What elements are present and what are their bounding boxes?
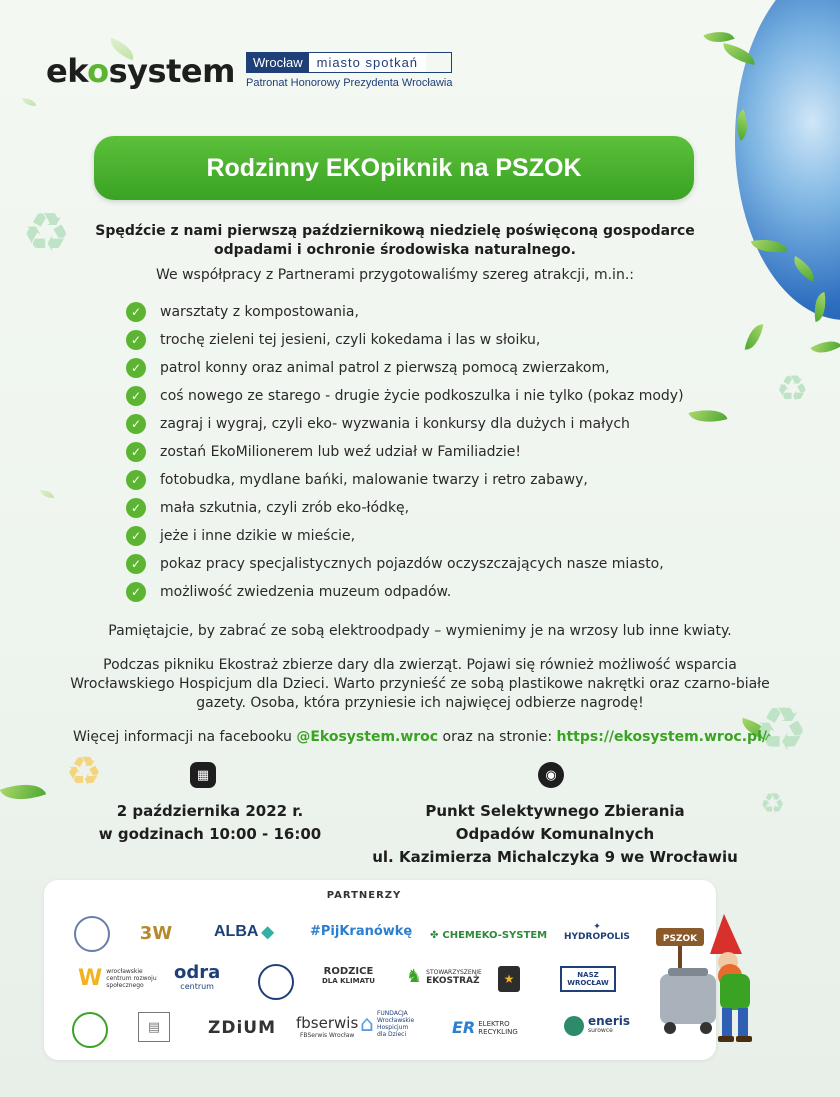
check-icon: ✓ xyxy=(126,442,146,462)
list-item: ✓ warsztaty z kompostowania, xyxy=(126,298,716,326)
list-item: ✓ trochę zieleni tej jesieni, czyli kokedama i las w słoiku, xyxy=(126,326,716,354)
partner-horse-logo xyxy=(258,964,294,1000)
event-date: 2 października 2022 r. w godzinach 10:00 - 16:00 xyxy=(98,802,322,843)
check-icon: ✓ xyxy=(126,470,146,490)
partner-elektro-logo: ER ELEKTRO RECYKLING xyxy=(452,1018,518,1037)
globe-decoration xyxy=(735,0,840,320)
attractions-list xyxy=(126,298,716,606)
list-item: ✓ fotobudka, mydlane bańki, malowanie twarzy i retro zabawy, xyxy=(126,466,716,494)
wroclaw-city: Wrocław xyxy=(247,53,309,72)
partner-fbserwis-logo: fbserwis FBSerwis Wrocław xyxy=(296,1014,359,1039)
check-icon: ✓ xyxy=(126,302,146,322)
check-icon: ✓ xyxy=(126,526,146,546)
more-info: Więcej informacji na facebooku @Ekosystem.wroc oraz na stronie: https://ekosystem.wroc.pl/ xyxy=(73,729,767,745)
patronage-text: Patronat Honorowy Prezydenta Wrocławia xyxy=(246,77,453,89)
list-item: ✓ zagraj i wygraj, czyli eko- wyzwania i konkursy dla dużych i małych xyxy=(126,410,716,438)
charity-paragraph: Podczas pikniku Ekostraż zbierze dary dla zwierząt. Pojawi się również możliwość wsparcia Wrocławskiego Hospicjum dla Dzieci. Warto przynieść ze sobą plastikowe nakrętki oraz czarno-białe gazety. Osoba, która przyniesie ich najwięcej odbierze nagrodę! xyxy=(70,657,770,711)
ekosystem-logo: ekosystem xyxy=(46,52,235,90)
website-link[interactable]: https://ekosystem.wroc.pl/ xyxy=(556,729,767,745)
list-item: ✓ jeże i inne dzikie w mieście, xyxy=(126,522,716,550)
recycle-icon: ♻ xyxy=(754,695,808,765)
partner-seal-logo xyxy=(74,916,110,952)
partner-eneris-logo: eneris surowce xyxy=(564,1016,630,1036)
list-item: ✓ zostań EkoMilionerem lub weź udział w Familiadzie! xyxy=(126,438,716,466)
partner-odra-logo: odra centrum xyxy=(174,962,221,991)
partner-alba-logo: ALBA ◆ xyxy=(214,923,274,941)
pszok-sign: PSZOK xyxy=(662,934,698,944)
partner-rodzice-logo: RODZICE DLA KLIMATU xyxy=(322,966,375,985)
partner-3w-logo: 3W xyxy=(139,922,173,944)
list-item: ✓ pokaz pracy specjalistycznych pojazdów oczyszczających nasze miasto, xyxy=(126,550,716,578)
intro-normal: We współpracy z Partnerami przygotowaliśmy szereg atrakcji, m.in.: xyxy=(156,267,634,283)
recycle-icon: ♻ xyxy=(760,787,786,820)
leaf-decoration xyxy=(40,490,54,498)
calendar-icon: ▦ xyxy=(190,762,216,788)
electro-paragraph: Pamiętajcie, by zabrać ze sobą elektroodpady – wymienimy je na wrzosy lub inne kwiaty. xyxy=(108,623,732,639)
check-icon: ✓ xyxy=(126,498,146,518)
check-icon: ✓ xyxy=(126,330,146,350)
list-item: ✓ coś nowego ze starego - drugie życie podkoszulka i nie tylko (pokaz mody) xyxy=(126,382,716,410)
recycle-icon: ♻ xyxy=(776,369,809,410)
list-item: ✓ patrol konny oraz animal patrol z pierwszą pomocą zwierzakom, xyxy=(126,354,716,382)
wroclaw-slogan: miasto spotkań xyxy=(309,53,426,72)
partner-zdium-logo: ZDiUM xyxy=(208,1018,276,1038)
partner-pij-logo: #PijKranówkę xyxy=(310,924,413,939)
partner-chemeko-logo: ✤ CHEMEKO-SYSTEM xyxy=(430,930,548,941)
recycle-icon: ♻ xyxy=(66,749,102,795)
partner-hospicjum-logo: ⌂ FUNDACJA Wrocławskie Hospicjum dla Dzieci xyxy=(360,1010,415,1038)
partner-green-seal-logo xyxy=(72,1012,108,1048)
leaf-decoration xyxy=(22,98,36,106)
location-pin-icon: ◉ xyxy=(538,762,564,788)
list-item: ✓ możliwość zwiedzenia muzeum odpadów. xyxy=(126,578,716,606)
partner-map-logo: ▤ xyxy=(138,1012,170,1042)
list-item: ✓ mała szkutnia, czyli zrób eko-łódkę, xyxy=(126,494,716,522)
wroclaw-logo xyxy=(246,52,452,89)
facebook-link[interactable]: @Ekosystem.wroc xyxy=(296,729,439,745)
intro-bold: Spędźcie z nami pierwszą październikową niedzielę poświęconą gospodarce odpadami i ochronie środowiska naturalnego. xyxy=(95,223,695,258)
recycle-icon: ♻ xyxy=(22,201,71,264)
partner-hydropolis-logo: ✦ HYDROPOLIS xyxy=(564,922,630,942)
partner-wcrs-logo: W wrocławskie centrum rozwoju społecznego xyxy=(78,966,157,991)
leaf-decoration xyxy=(810,334,840,360)
check-icon: ✓ xyxy=(126,582,146,602)
partners-heading: PARTNERZY xyxy=(326,890,402,901)
gnome-mascot xyxy=(650,910,790,1060)
partners-panel xyxy=(44,880,716,1060)
check-icon: ✓ xyxy=(126,386,146,406)
leaf-decoration xyxy=(745,322,764,352)
leaf-decoration xyxy=(0,775,46,808)
partner-badge-logo: ★ xyxy=(498,966,520,992)
partner-nasz-wroclaw-logo: NASZ WROCŁAW xyxy=(560,966,616,992)
check-icon: ✓ xyxy=(126,414,146,434)
check-icon: ✓ xyxy=(126,554,146,574)
check-icon: ✓ xyxy=(126,358,146,378)
event-place: Punkt Selektywnego Zbierania Odpadów Komunalnych ul. Kazimierza Michalczyka 9 we Wrocławiu xyxy=(372,802,738,866)
partner-ekostraz-logo: ♞ STOWARZYSZENIE EKOSTRAŻ xyxy=(406,966,482,987)
page-title: Rodzinny EKOpiknik na PSZOK xyxy=(94,136,694,200)
